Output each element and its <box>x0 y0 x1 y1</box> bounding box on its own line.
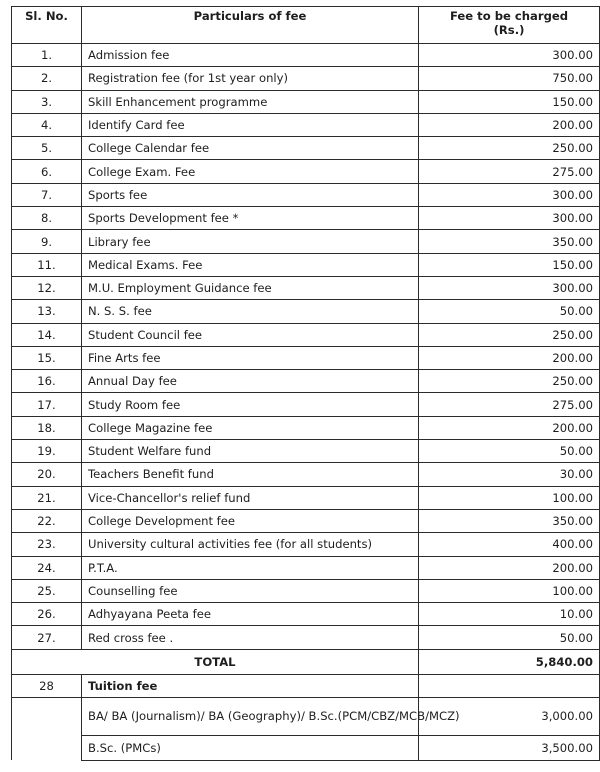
fee-amount: 300.00 <box>419 276 600 299</box>
fee-particular: Sports fee <box>82 183 419 206</box>
course-amount: 3,000.00 <box>419 697 600 735</box>
header-fee-line2: (Rs.) <box>493 23 525 37</box>
fee-row <box>12 346 600 369</box>
tuition-sl: 28 <box>12 674 82 697</box>
total-label: TOTAL <box>12 649 419 674</box>
fee-row <box>12 440 600 463</box>
fee-amount: 750.00 <box>419 67 600 90</box>
fee-particular: Sports Development fee * <box>82 207 419 230</box>
fee-amount: 30.00 <box>419 463 600 486</box>
fee-row <box>12 253 600 276</box>
fee-row <box>12 113 600 136</box>
fee-sl-no: 27. <box>12 626 82 649</box>
total-amount: 5,840.00 <box>419 649 600 674</box>
fee-sl-no: 16. <box>12 370 82 393</box>
fee-sl-no: 5. <box>12 137 82 160</box>
course-row <box>12 735 600 760</box>
fee-particular: College Exam. Fee <box>82 160 419 183</box>
fee-sl-no: 18. <box>12 416 82 439</box>
fee-sl-no: 8. <box>12 207 82 230</box>
fee-amount: 250.00 <box>419 137 600 160</box>
fee-sl-no: 24. <box>12 556 82 579</box>
fee-sl-no: 17. <box>12 393 82 416</box>
fee-sl-no: 11. <box>12 253 82 276</box>
fee-particular: Red cross fee . <box>82 626 419 649</box>
tuition-label: Tuition fee <box>82 674 419 697</box>
fee-particular: College Development fee <box>82 509 419 532</box>
fee-particular: M.U. Employment Guidance fee <box>82 276 419 299</box>
fee-amount: 275.00 <box>419 393 600 416</box>
fee-particular: Identify Card fee <box>82 113 419 136</box>
fee-row <box>12 579 600 602</box>
fee-amount: 350.00 <box>419 509 600 532</box>
fee-particular: Admission fee <box>82 44 419 67</box>
fee-sl-no: 26. <box>12 603 82 626</box>
fee-sl-no: 2. <box>12 67 82 90</box>
fee-amount: 200.00 <box>419 416 600 439</box>
fee-particular: College Calendar fee <box>82 137 419 160</box>
fee-row <box>12 370 600 393</box>
fee-particular: College Magazine fee <box>82 416 419 439</box>
fee-sl-no: 9. <box>12 230 82 253</box>
fee-amount: 150.00 <box>419 90 600 113</box>
fee-row <box>12 626 600 649</box>
fee-row <box>12 137 600 160</box>
fee-amount: 400.00 <box>419 533 600 556</box>
fee-amount: 250.00 <box>419 370 600 393</box>
fee-sl-no: 22. <box>12 509 82 532</box>
fee-row <box>12 207 600 230</box>
fee-row <box>12 486 600 509</box>
fee-sl-no: 12. <box>12 276 82 299</box>
fee-amount: 275.00 <box>419 160 600 183</box>
fee-amount: 50.00 <box>419 440 600 463</box>
total-row <box>12 649 600 674</box>
fee-row <box>12 533 600 556</box>
fee-particular: Vice-Chancellor's relief fund <box>82 486 419 509</box>
fee-particular: Skill Enhancement programme <box>82 90 419 113</box>
fee-sl-no: 6. <box>12 160 82 183</box>
fee-row <box>12 556 600 579</box>
fee-table <box>11 6 600 761</box>
fee-particular: University cultural activities fee (for all students) <box>82 533 419 556</box>
table-header-row <box>12 7 600 44</box>
course-name: BA/ BA (Journalism)/ BA (Geography)/ B.Sc.(PCM/CBZ/MCB/MCZ) <box>82 697 419 735</box>
fee-amount: 250.00 <box>419 323 600 346</box>
fee-row <box>12 416 600 439</box>
fee-amount: 50.00 <box>419 626 600 649</box>
fee-row <box>12 44 600 67</box>
fee-particular: Registration fee (for 1st year only) <box>82 67 419 90</box>
fee-amount: 100.00 <box>419 486 600 509</box>
course-row <box>12 697 600 735</box>
fee-particular: Fine Arts fee <box>82 346 419 369</box>
fee-row <box>12 509 600 532</box>
fee-amount: 100.00 <box>419 579 600 602</box>
fee-rows <box>12 44 600 650</box>
course-sl-empty <box>12 697 82 735</box>
fee-sl-no: 21. <box>12 486 82 509</box>
fee-sl-no: 25. <box>12 579 82 602</box>
fee-row <box>12 300 600 323</box>
fee-amount: 200.00 <box>419 113 600 136</box>
fee-amount: 200.00 <box>419 346 600 369</box>
course-amount: 3,500.00 <box>419 735 600 760</box>
fee-amount: 50.00 <box>419 300 600 323</box>
fee-particular: P.T.A. <box>82 556 419 579</box>
fee-particular: Teachers Benefit fund <box>82 463 419 486</box>
fee-particular: Library fee <box>82 230 419 253</box>
fee-row <box>12 230 600 253</box>
tuition-row <box>12 674 600 697</box>
fee-particular: Study Room fee <box>82 393 419 416</box>
fee-row <box>12 463 600 486</box>
fee-sl-no: 7. <box>12 183 82 206</box>
fee-sl-no: 3. <box>12 90 82 113</box>
fee-particular: Student Welfare fund <box>82 440 419 463</box>
fee-sl-no: 19. <box>12 440 82 463</box>
fee-row <box>12 603 600 626</box>
header-fee-line1: Fee to be charged <box>449 9 569 23</box>
header-fee <box>419 7 600 44</box>
fee-amount: 10.00 <box>419 603 600 626</box>
fee-particular: Annual Day fee <box>82 370 419 393</box>
fee-row <box>12 67 600 90</box>
fee-row <box>12 323 600 346</box>
fee-amount: 300.00 <box>419 44 600 67</box>
fee-amount: 150.00 <box>419 253 600 276</box>
fee-sl-no: 15. <box>12 346 82 369</box>
fee-row <box>12 160 600 183</box>
course-sl-empty <box>12 735 82 760</box>
fee-amount: 350.00 <box>419 230 600 253</box>
fee-sl-no: 23. <box>12 533 82 556</box>
fee-amount: 300.00 <box>419 207 600 230</box>
fee-sl-no: 4. <box>12 113 82 136</box>
fee-amount: 200.00 <box>419 556 600 579</box>
header-sl-no: Sl. No. <box>12 7 82 44</box>
fee-sl-no: 1. <box>12 44 82 67</box>
fee-sl-no: 20. <box>12 463 82 486</box>
fee-row <box>12 183 600 206</box>
fee-particular: Medical Exams. Fee <box>82 253 419 276</box>
fee-particular: N. S. S. fee <box>82 300 419 323</box>
course-name: B.Sc. (PMCs) <box>82 735 419 760</box>
fee-row <box>12 90 600 113</box>
header-particulars: Particulars of fee <box>82 7 419 44</box>
fee-particular: Adhyayana Peeta fee <box>82 603 419 626</box>
fee-row <box>12 276 600 299</box>
tuition-amount-empty <box>419 674 600 697</box>
fee-sl-no: 14. <box>12 323 82 346</box>
fee-amount: 300.00 <box>419 183 600 206</box>
fee-particular: Counselling fee <box>82 579 419 602</box>
fee-row <box>12 393 600 416</box>
fee-particular: Student Council fee <box>82 323 419 346</box>
fee-sl-no: 13. <box>12 300 82 323</box>
